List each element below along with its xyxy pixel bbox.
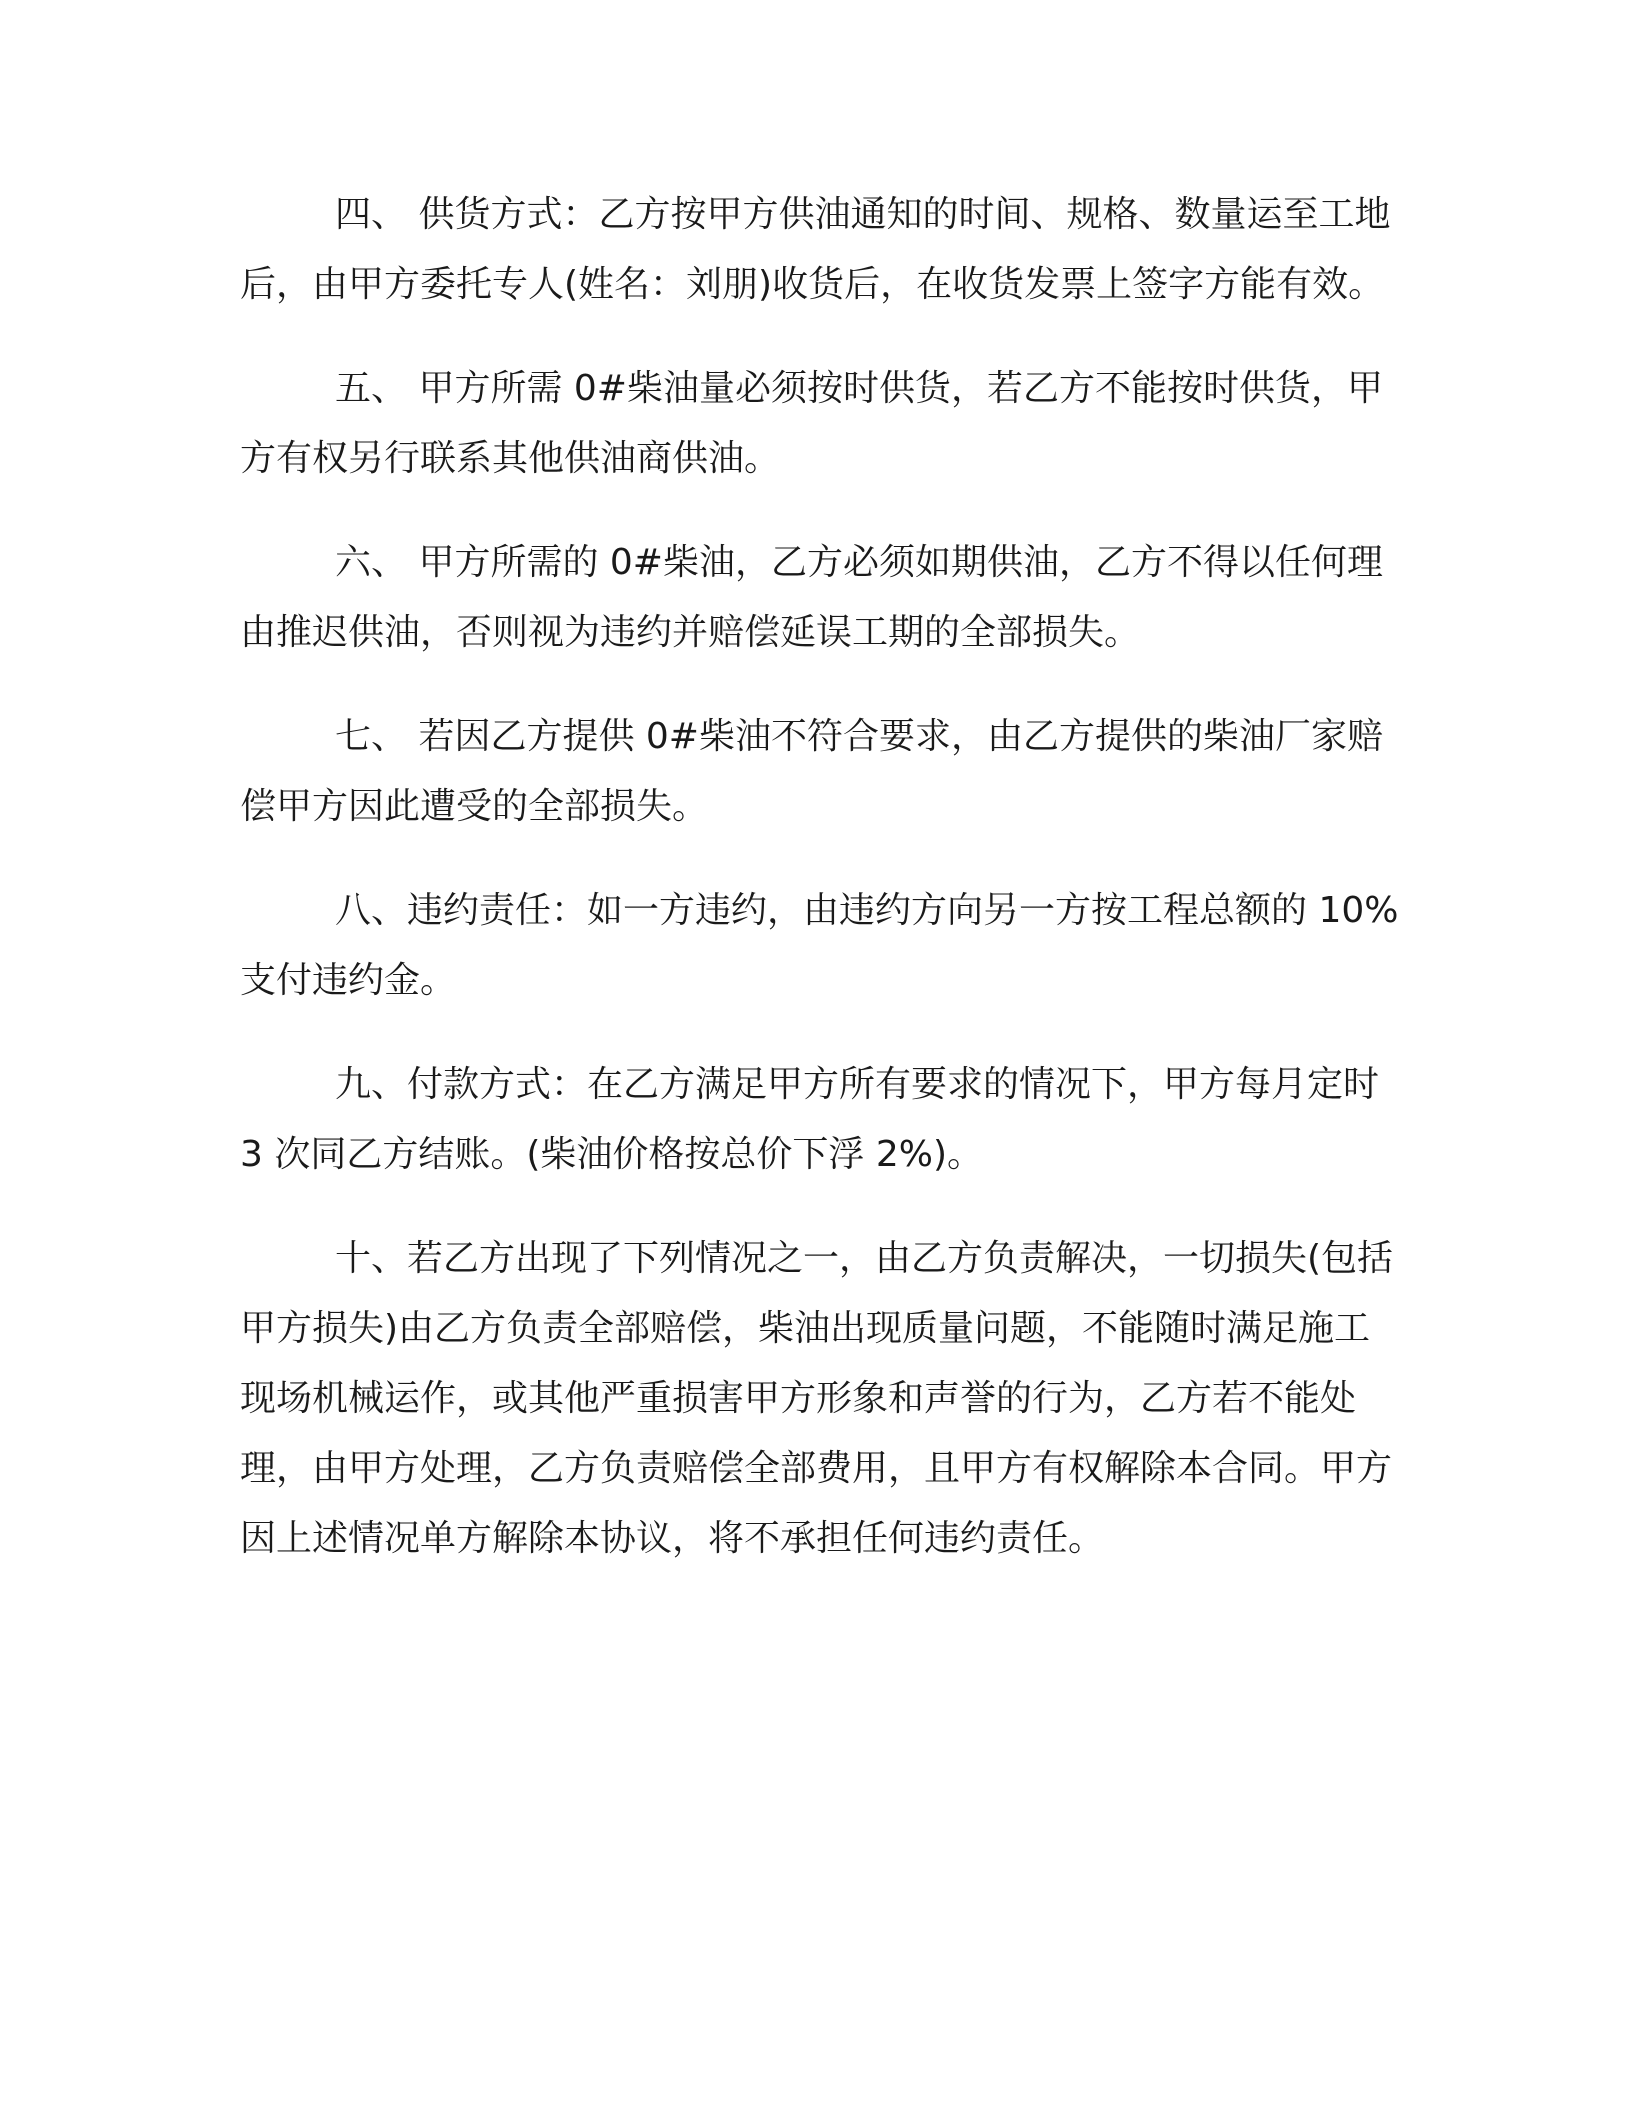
clause-10-termination: 十、若乙方出现了下列情况之一，由乙方负责解决，一切损失(包括甲方损失)由乙方负责全部赔偿，柴油出现质量问题，不能随时满足施工现场机械运作，或其他严重损害甲方形象和声誉的行为，乙方若不能处理，由甲方处理，乙方负责赔偿全部费用，且甲方有权解除本合同。甲方因上述情况单方解除本协议，将不承担任何违约责任。 [240, 1238, 1394, 1559]
clause-5-timely-supply: 五、 甲方所需 0#柴油量必须按时供货，若乙方不能按时供货，甲方有权另行联系其他供油商供油。 [240, 368, 1383, 479]
clause-9-payment-method: 九、付款方式：在乙方满足甲方所有要求的情况下，甲方每月定时 3 次同乙方结账。(柴油价格按总价下浮 2%)。 [240, 1064, 1380, 1175]
clause-6-no-delay: 六、 甲方所需的 0#柴油，乙方必须如期供油，乙方不得以任何理由推迟供油，否则视为违约并赔偿延误工期的全部损失。 [240, 542, 1383, 653]
clause-8-breach-liability: 八、违约责任：如一方违约，由违约方向另一方按工程总额的 10%支付违约金。 [240, 890, 1399, 1001]
clause-4-delivery-method: 四、 供货方式：乙方按甲方供油通知的时间、规格、数量运至工地后，由甲方委托专人(姓名：刘朋)收货后，在收货发票上签字方能有效。 [240, 194, 1391, 305]
document-body [240, 180, 1400, 1608]
clause-7-quality-compensation: 七、 若因乙方提供 0#柴油不符合要求，由乙方提供的柴油厂家赔偿甲方因此遭受的全部损失。 [240, 716, 1383, 827]
